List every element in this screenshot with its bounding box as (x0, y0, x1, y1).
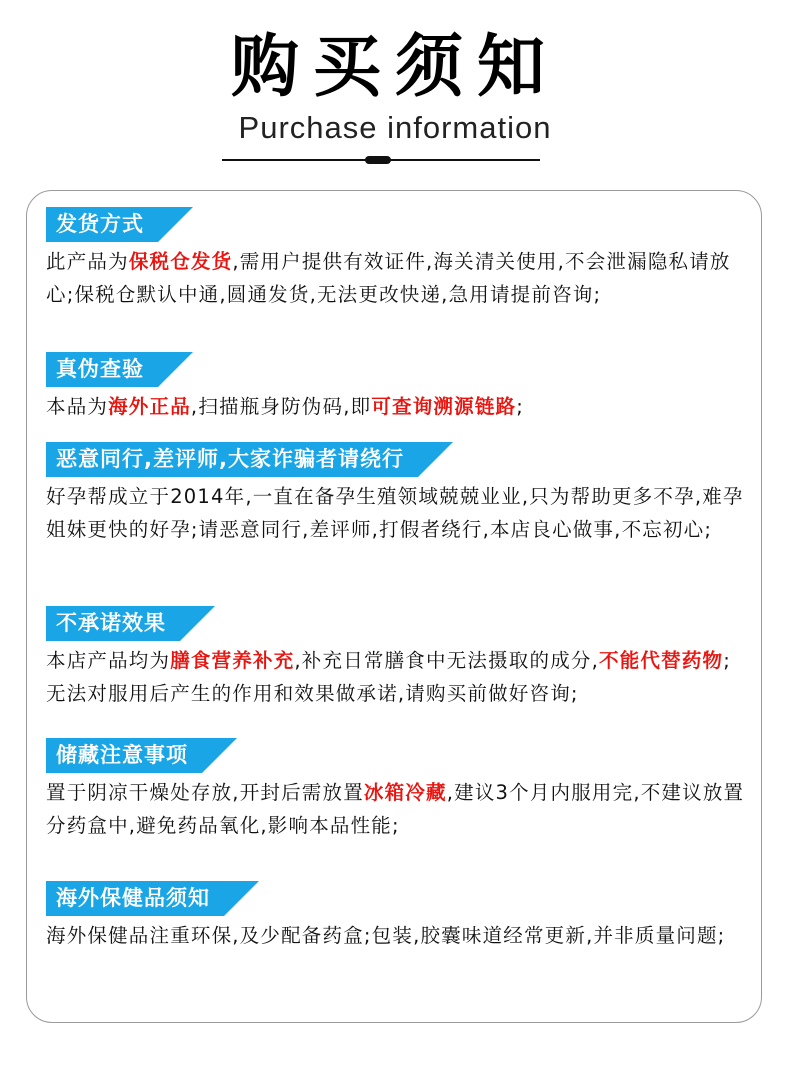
section-shipping (46, 207, 746, 311)
highlight-text: 海外正品 (108, 395, 191, 418)
highlight-text: 不能代替药物 (599, 649, 724, 672)
highlight-text: 膳食营养补充 (170, 649, 295, 672)
section-tag: 海外保健品须知 (46, 881, 224, 916)
section-storage (46, 738, 746, 842)
section-body (46, 777, 746, 842)
body-text-span: ;无法对服用后产生的作用和效果做承诺,请购买前做好咨询; (46, 649, 731, 705)
body-text-span: ,补充日常膳食中无法摄取的成分, (294, 649, 600, 672)
section-tag: 真伪查验 (46, 352, 158, 387)
section-tag: 储藏注意事项 (46, 738, 202, 773)
section-body (46, 246, 746, 311)
section-warning (46, 442, 746, 546)
section-authenticity (46, 352, 746, 424)
section-body (46, 645, 746, 710)
section-tag: 不承诺效果 (46, 606, 180, 641)
body-text-span: ,扫描瓶身防伪码,即 (190, 395, 372, 418)
body-text-span: 此产品为 (46, 250, 129, 273)
section-tag: 发货方式 (46, 207, 158, 242)
body-text-span: ; (516, 395, 525, 418)
highlight-text: 冰箱冷藏 (363, 781, 447, 804)
section-body (46, 391, 746, 424)
section-no-guarantee (46, 606, 746, 710)
section-tag: 恶意同行,差评师,大家诈骗者请绕行 (46, 442, 418, 477)
page-title: 购买须知 (230, 28, 559, 107)
highlight-text: 保税仓发货 (128, 250, 233, 273)
body-text-span: 本店产品均为 (46, 649, 171, 672)
divider-dot (365, 156, 391, 164)
page-subtitle: Purchase information (238, 110, 552, 145)
body-text-span: 好孕帮成立于2014年,一直在备孕生殖领域兢兢业业,只为帮助更多不孕,难孕姐妹更快的好孕;请恶意同行,差评师,打假者绕行,本店良心做事,不忘初心; (46, 485, 744, 541)
body-text-span: 置于阴凉干燥处存放,开封后需放置 (46, 781, 364, 804)
section-body (46, 920, 746, 953)
section-body (46, 481, 746, 546)
section-overseas-notice (46, 881, 746, 953)
body-text-span: ,需用户提供有效证件,海关清关使用,不会泄漏隐私请放心;保税仓默认中通,圆通发货,无法更改快递,急用请提前咨询; (46, 250, 731, 306)
body-text-span: ,建议3个月内服用完,不建议放置分药盒中,避免药品氧化,影响本品性能; (46, 781, 745, 837)
body-text-span: 海外保健品注重环保,及少配备药盒;包装,胶囊味道经常更新,并非质量问题; (46, 924, 726, 947)
highlight-text: 可查询溯源链路 (371, 395, 517, 418)
body-text-span: 本品为 (46, 395, 109, 418)
